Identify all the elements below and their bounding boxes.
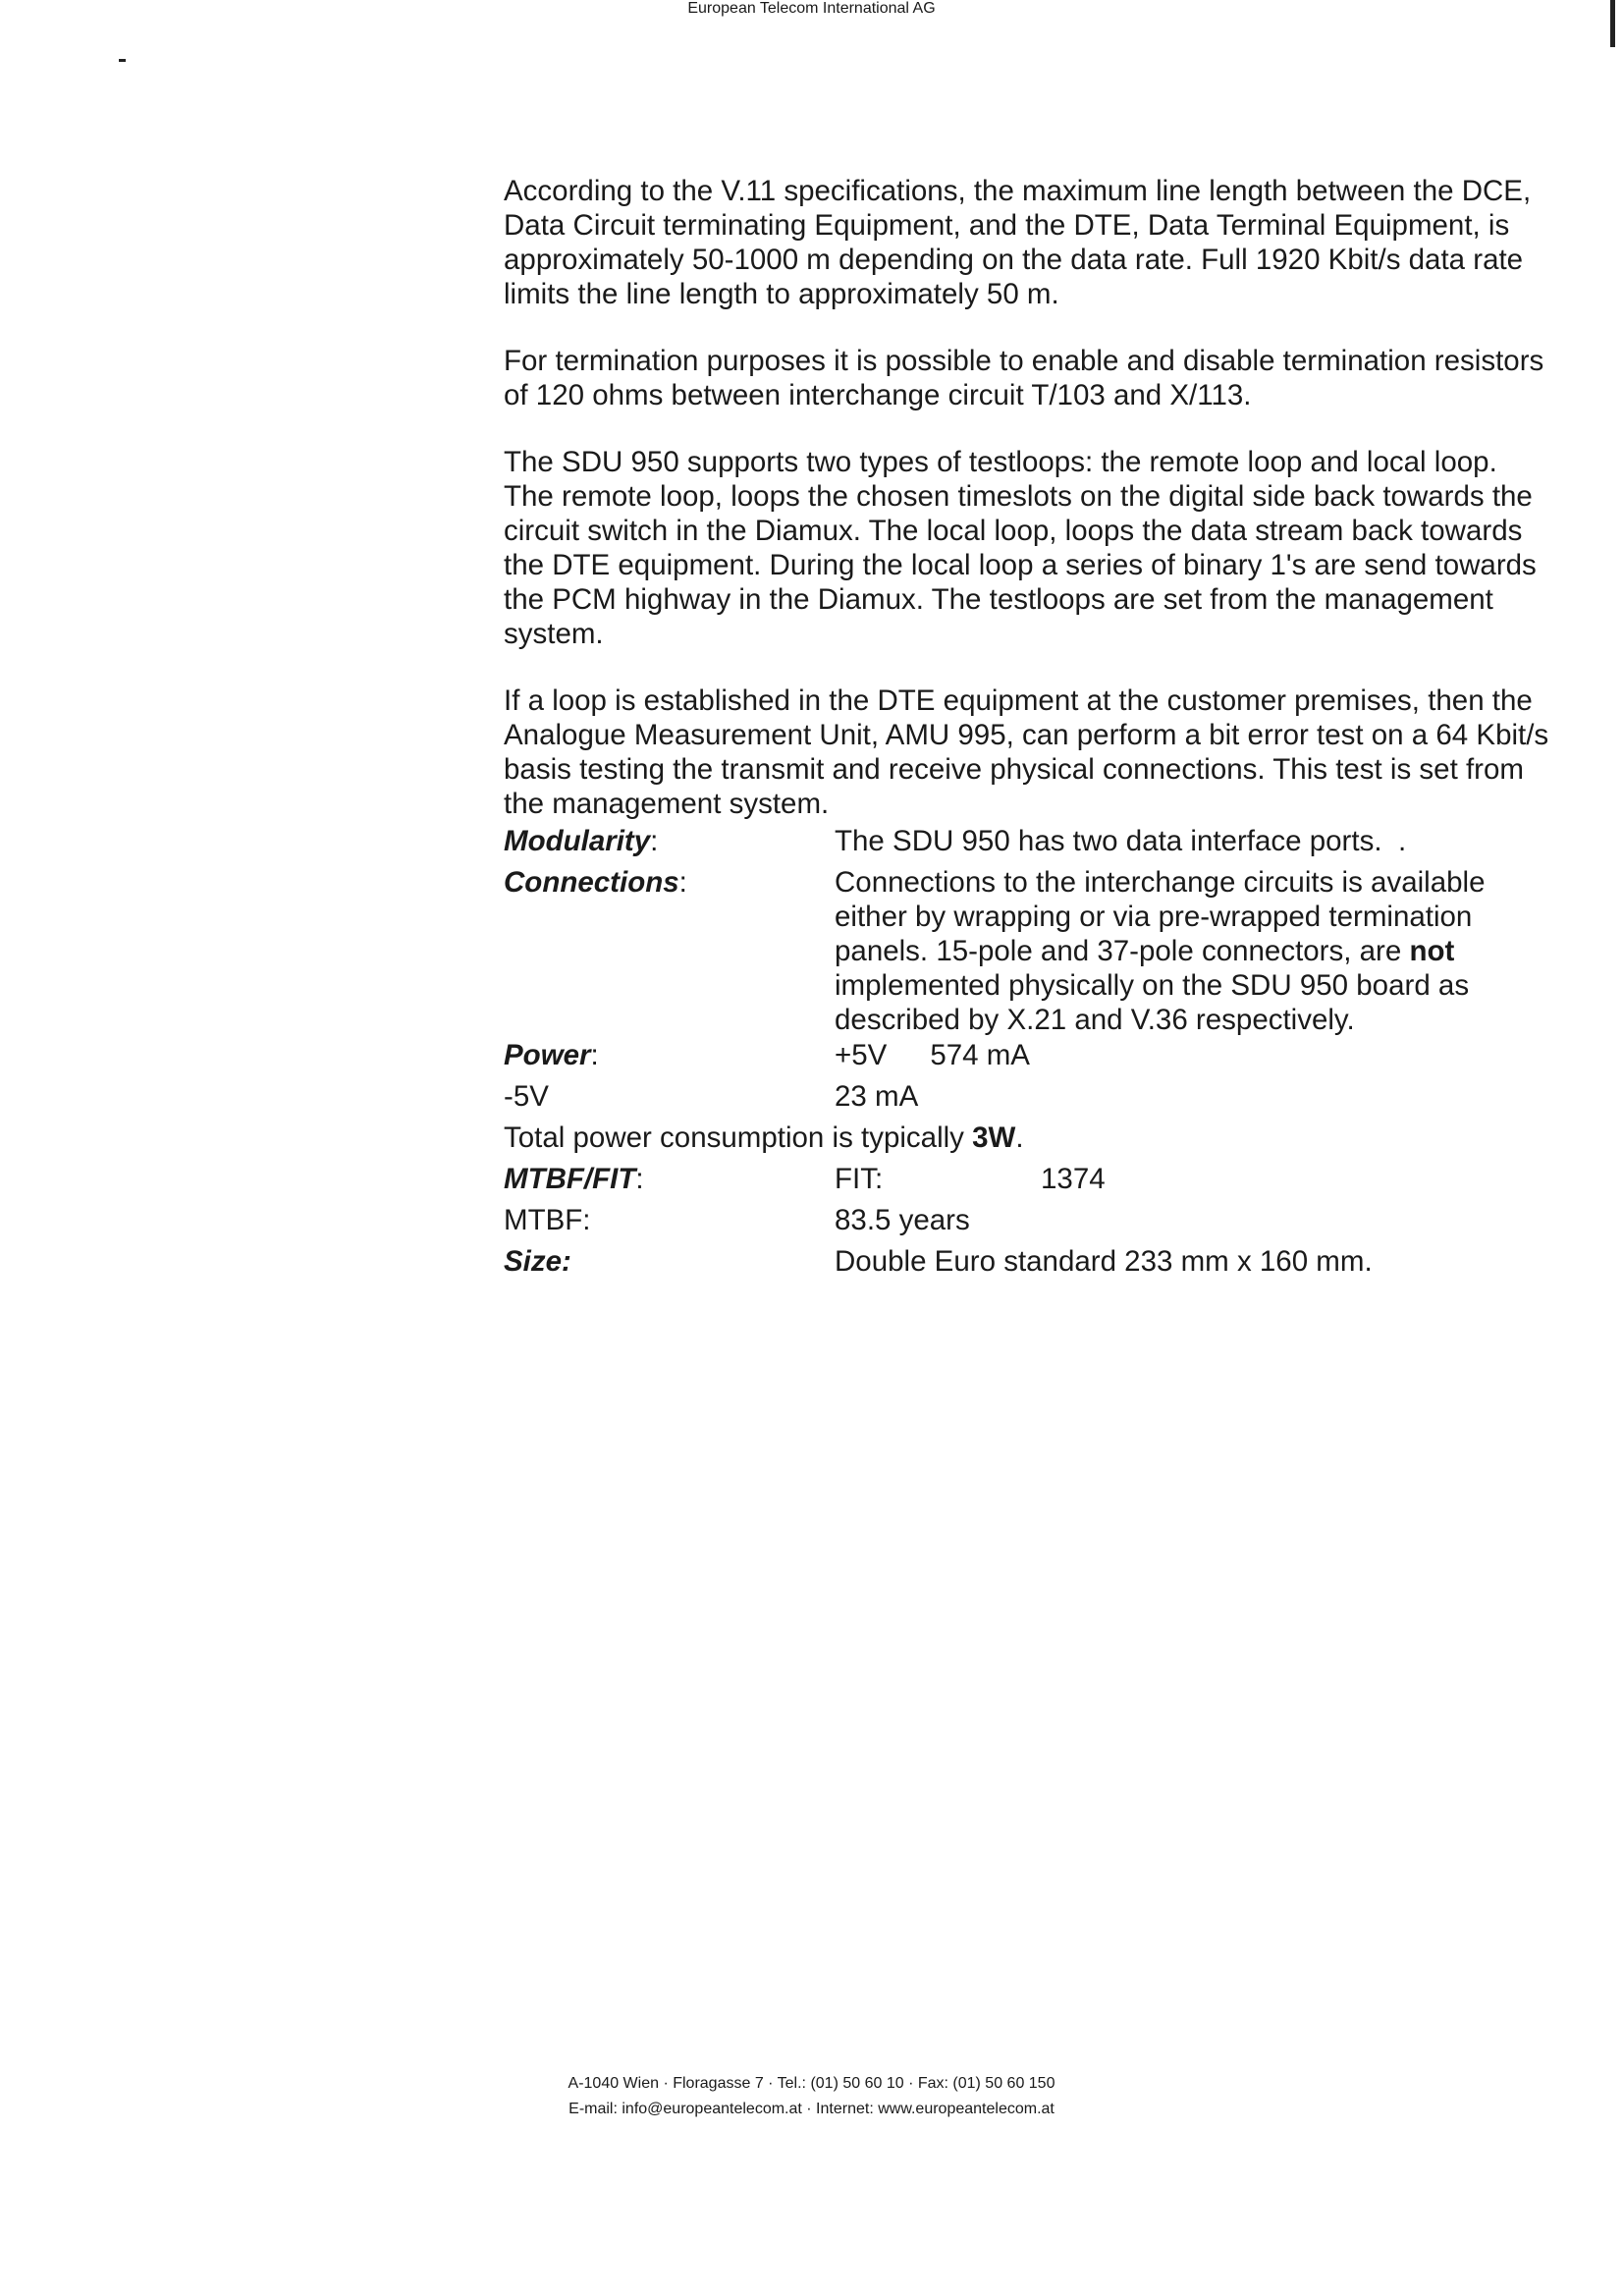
power-colon: : xyxy=(590,1039,599,1071)
connections-value-bold: not xyxy=(1409,935,1455,967)
size-value: Double Euro standard 233 mm x 160 mm. xyxy=(835,1245,1373,1278)
spec-value-modularity xyxy=(835,824,1542,858)
spec-row-power-neg xyxy=(504,1079,1574,1121)
spec-value-connections xyxy=(835,865,1542,1037)
total-power-prefix: Total power consumption is typically xyxy=(504,1121,973,1154)
spec-row-total-power xyxy=(504,1121,1574,1162)
spec-table xyxy=(504,824,1574,1285)
power-voltage: +5V xyxy=(835,1039,888,1071)
spec-row-modularity xyxy=(504,824,1574,865)
mtbf-value: 83.5 years xyxy=(835,1204,970,1236)
modularity-value: The SDU 950 has two data interface ports. xyxy=(835,825,1382,857)
size-label: Size: xyxy=(504,1245,571,1278)
power-neg-value: 23 mA xyxy=(835,1080,919,1113)
spec-row-connections xyxy=(504,865,1574,1038)
mtbf-fit-label: MTBF/FIT xyxy=(504,1163,636,1195)
spec-value-fit xyxy=(835,1162,1542,1196)
paragraph-line-length: According to the V.11 specifications, the maximum line length between the DCE, Data Circuit terminating Equipment, and the DTE, Data Terminal Equipment, is approximately 50-1000 m depending on the data rate. Full 1920 Kbit/s data rate limits the line length to approximately 50 m. xyxy=(504,175,1532,310)
footer-address-line: A-1040 Wien · Floragasse 7 · Tel.: (01) 50 60 10 · Fax: (01) 50 60 150 xyxy=(568,2075,1055,2092)
total-power-text xyxy=(504,1121,1024,1155)
power-label: Power xyxy=(504,1039,591,1071)
modularity-trailing: . xyxy=(1397,825,1407,857)
paragraph-testloops: The SDU 950 supports two types of testloops: the remote loop and local loop. The remote loop, loops the chosen timeslots on the digital side back towards the circuit switch in the Diamux. The local loop, loops the data stream back towards the DTE equipment. During the local loop a series of binary 1's are send towards the PCM highway in the Diamux. The testloops are set from the management system. xyxy=(504,446,1537,650)
footer-company-name: European Telecom International AG xyxy=(687,0,936,17)
connections-value-before: Connections to the interchange circuits is available either by wrapping or via pre-wrapped termination panels. 15-pole and 37-pole connectors, are xyxy=(835,866,1486,967)
modularity-label: Modularity xyxy=(504,825,651,857)
total-power-value: 3W xyxy=(972,1121,1016,1154)
connections-label: Connections xyxy=(504,866,679,899)
total-power-end: . xyxy=(1015,1121,1024,1154)
scan-mark-dash xyxy=(119,59,126,62)
mtbf-fit-colon: : xyxy=(635,1163,644,1195)
power-current: 574 mA xyxy=(930,1039,1030,1071)
modularity-colon: : xyxy=(650,825,659,857)
spec-row-power xyxy=(504,1038,1574,1079)
connections-value-after: implemented physically on the SDU 950 board as described by X.21 and V.36 respectively. xyxy=(835,969,1470,1036)
spec-value-power xyxy=(835,1038,1542,1072)
body-text xyxy=(504,174,1554,821)
spec-label-power xyxy=(504,1038,599,1072)
paragraph-bit-error-test: If a loop is established in the DTE equipment at the customer premises, then the Analogue Measurement Unit, AMU 995, can perform a bit error test on a 64 Kbit/s basis testing the transmit and receive physical connections. This test is set from the management system. xyxy=(504,684,1549,820)
connections-colon: : xyxy=(678,866,687,899)
spec-row-mtbf-fit xyxy=(504,1162,1574,1203)
mtbf-label: MTBF: xyxy=(504,1204,591,1236)
fit-label: FIT: xyxy=(835,1163,884,1195)
footer-contact-line: E-mail: info@europeantelecom.at · Internet: www.europeantelecom.at xyxy=(568,2101,1055,2117)
spec-label-modularity xyxy=(504,824,658,858)
spec-label-connections xyxy=(504,865,687,900)
spec-row-size xyxy=(504,1244,1574,1285)
spec-row-mtbf xyxy=(504,1203,1574,1244)
spec-label-mtbf-fit xyxy=(504,1162,644,1196)
power-neg-label: -5V xyxy=(504,1080,549,1113)
paragraph-termination: For termination purposes it is possible to enable and disable termination resistors of 120 ohms between interchange circuit T/103 and X/113. xyxy=(504,345,1544,411)
fit-value: 1374 xyxy=(1041,1163,1106,1195)
